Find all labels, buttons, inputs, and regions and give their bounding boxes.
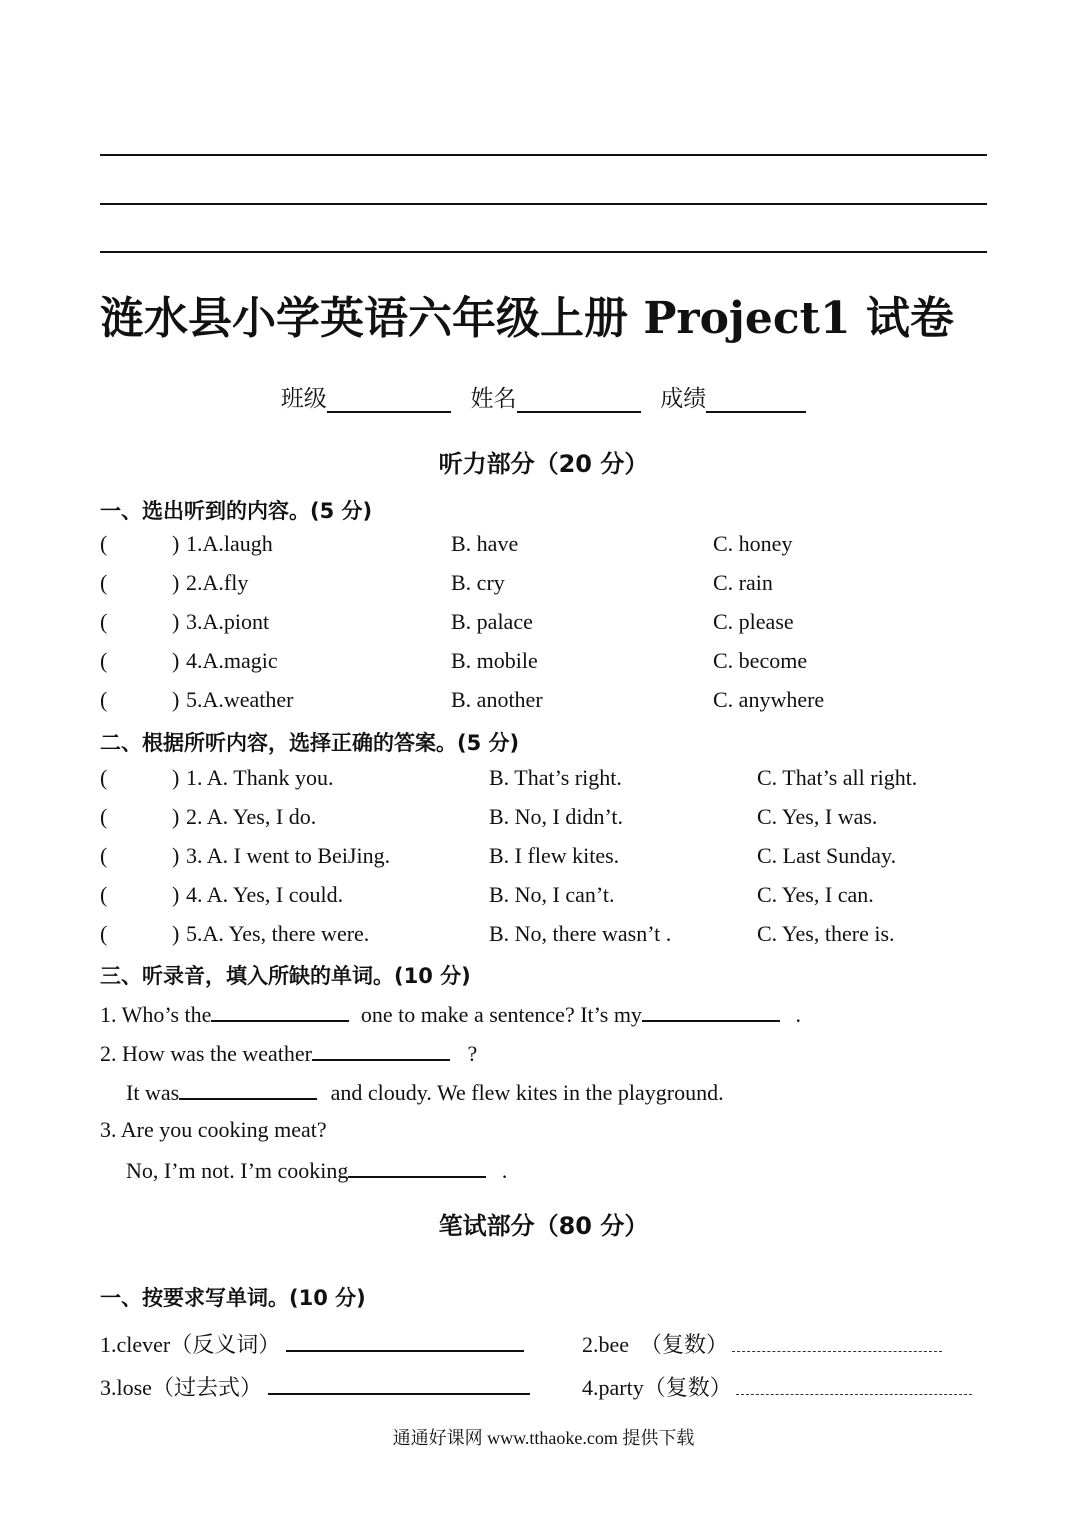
option-b: B. have xyxy=(451,531,519,556)
fill-text: No, I’m not. I’m cooking xyxy=(126,1158,349,1183)
answer-blank[interactable] xyxy=(732,1331,942,1352)
answer-paren-open[interactable]: ( xyxy=(100,765,108,790)
answer-blank[interactable] xyxy=(179,1078,317,1100)
writing-heading: 笔试部分（80 分） xyxy=(438,1212,649,1240)
answer-blank[interactable] xyxy=(211,1000,349,1022)
student-info xyxy=(0,380,1087,413)
option-c: C. anywhere xyxy=(713,687,825,712)
answer-paren-close: ) xyxy=(172,570,180,595)
question-row xyxy=(100,765,987,795)
answer-paren-open[interactable]: ( xyxy=(100,570,108,595)
answer-paren-close: ) xyxy=(172,531,180,556)
answer-paren-close: ) xyxy=(172,843,180,868)
answer-paren-open[interactable]: ( xyxy=(100,882,108,907)
answer-paren-open[interactable]: ( xyxy=(100,687,108,712)
question-row xyxy=(100,921,987,951)
fill-line-4 xyxy=(100,1117,327,1143)
question-row xyxy=(100,843,987,873)
option-a: 5.A.weather xyxy=(186,687,294,712)
answer-blank[interactable] xyxy=(348,1156,486,1178)
option-a: 1.A.laugh xyxy=(186,531,273,556)
fill-text: 2. How was the weather xyxy=(100,1041,312,1066)
score-label: 成绩 xyxy=(660,386,707,411)
option-c: C. Yes, there is. xyxy=(757,921,895,946)
name-blank[interactable] xyxy=(517,387,641,413)
fill-line-5 xyxy=(126,1156,507,1184)
word-row-2 xyxy=(100,1371,987,1402)
question-row xyxy=(100,609,987,639)
question-row xyxy=(100,531,987,561)
fill-text: one to make a sentence? It’s my xyxy=(360,1002,642,1027)
fill-text: and cloudy. We flew kites in the playground. xyxy=(330,1080,724,1105)
fill-line-1 xyxy=(100,1000,801,1028)
fill-text: It was xyxy=(126,1080,180,1105)
option-b: B. No, I didn’t. xyxy=(489,804,624,829)
answer-paren-open[interactable]: ( xyxy=(100,648,108,673)
word-item-label: 4.party（复数） xyxy=(582,1375,732,1400)
option-b: B. That’s right. xyxy=(489,765,622,790)
question-row xyxy=(100,648,987,678)
score-blank[interactable] xyxy=(706,387,806,413)
option-a: 1. A. Thank you. xyxy=(186,765,334,790)
option-a: 5.A. Yes, there were. xyxy=(186,921,370,946)
answer-blank[interactable] xyxy=(736,1374,972,1395)
option-a: 4.A.magic xyxy=(186,648,278,673)
header-rule-3 xyxy=(100,251,987,253)
fill-text: ? xyxy=(467,1041,478,1066)
option-b: B. palace xyxy=(451,609,533,634)
option-c: C. That’s all right. xyxy=(757,765,918,790)
listening-heading: 听力部分（20 分） xyxy=(438,450,649,478)
option-c: C. please xyxy=(713,609,794,634)
fill-line-2 xyxy=(100,1039,477,1067)
option-b: B. I flew kites. xyxy=(489,843,620,868)
fill-text: . xyxy=(795,1002,801,1027)
question-row xyxy=(100,687,987,717)
option-c: C. Last Sunday. xyxy=(757,843,897,868)
word-item-label: 1.clever（反义词） xyxy=(100,1332,281,1357)
word-item-label: 2.bee （复数） xyxy=(582,1332,729,1357)
option-b: B. No, I can’t. xyxy=(489,882,615,907)
option-c: C. Yes, I can. xyxy=(757,882,874,907)
listening-sec2-heading: 二、根据所听内容，选择正确的答案。(5 分) xyxy=(100,731,520,755)
listening-sec3-heading: 三、听录音，填入所缺的单词。(10 分) xyxy=(100,964,471,988)
word-row-1 xyxy=(100,1328,987,1359)
footer-credit: 通通好课网 www.tthaoke.com 提供下载 xyxy=(392,1428,695,1448)
option-a: 3. A. I went to BeiJing. xyxy=(186,843,391,868)
answer-blank[interactable] xyxy=(642,1000,780,1022)
option-b: B. No, there wasn’t . xyxy=(489,921,672,946)
option-a: 2.A.fly xyxy=(186,570,249,595)
page-title: 涟水县小学英语六年级上册 Project1 试卷 xyxy=(100,293,954,344)
option-a: 4. A. Yes, I could. xyxy=(186,882,344,907)
option-b: B. another xyxy=(451,687,543,712)
fill-text: 1. Who’s the xyxy=(100,1002,212,1027)
header-rule-2 xyxy=(100,203,987,205)
option-c: C. become xyxy=(713,648,808,673)
answer-paren-close: ) xyxy=(172,765,180,790)
option-b: B. mobile xyxy=(451,648,538,673)
writing-sec1-heading: 一、按要求写单词。(10 分) xyxy=(100,1286,366,1310)
word-item-label: 3.lose（过去式） xyxy=(100,1375,262,1400)
listening-sec1-heading: 一、选出听到的内容。(5 分) xyxy=(100,499,373,523)
header-rule-1 xyxy=(100,154,987,156)
answer-paren-open[interactable]: ( xyxy=(100,843,108,868)
answer-paren-close: ) xyxy=(172,882,180,907)
class-label: 班级 xyxy=(280,386,327,411)
option-b: B. cry xyxy=(451,570,505,595)
option-a: 2. A. Yes, I do. xyxy=(186,804,317,829)
name-label: 姓名 xyxy=(470,386,517,411)
answer-paren-close: ) xyxy=(172,609,180,634)
option-c: C. honey xyxy=(713,531,793,556)
answer-blank[interactable] xyxy=(312,1039,450,1061)
question-row xyxy=(100,804,987,834)
option-c: C. rain xyxy=(713,570,773,595)
class-blank[interactable] xyxy=(327,387,451,413)
answer-paren-open[interactable]: ( xyxy=(100,531,108,556)
fill-text: 3. Are you cooking meat? xyxy=(100,1117,327,1142)
answer-paren-close: ) xyxy=(172,921,180,946)
fill-line-3 xyxy=(126,1078,724,1106)
answer-paren-close: ) xyxy=(172,648,180,673)
option-a: 3.A.piont xyxy=(186,609,270,634)
answer-paren-open[interactable]: ( xyxy=(100,804,108,829)
answer-paren-close: ) xyxy=(172,687,180,712)
fill-text: . xyxy=(501,1158,508,1183)
question-row xyxy=(100,570,987,600)
answer-blank[interactable] xyxy=(286,1330,524,1352)
question-row xyxy=(100,882,987,912)
answer-paren-close: ) xyxy=(172,804,180,829)
answer-paren-open[interactable]: ( xyxy=(100,609,108,634)
answer-blank[interactable] xyxy=(268,1373,530,1395)
answer-paren-open[interactable]: ( xyxy=(100,921,108,946)
option-c: C. Yes, I was. xyxy=(757,804,878,829)
